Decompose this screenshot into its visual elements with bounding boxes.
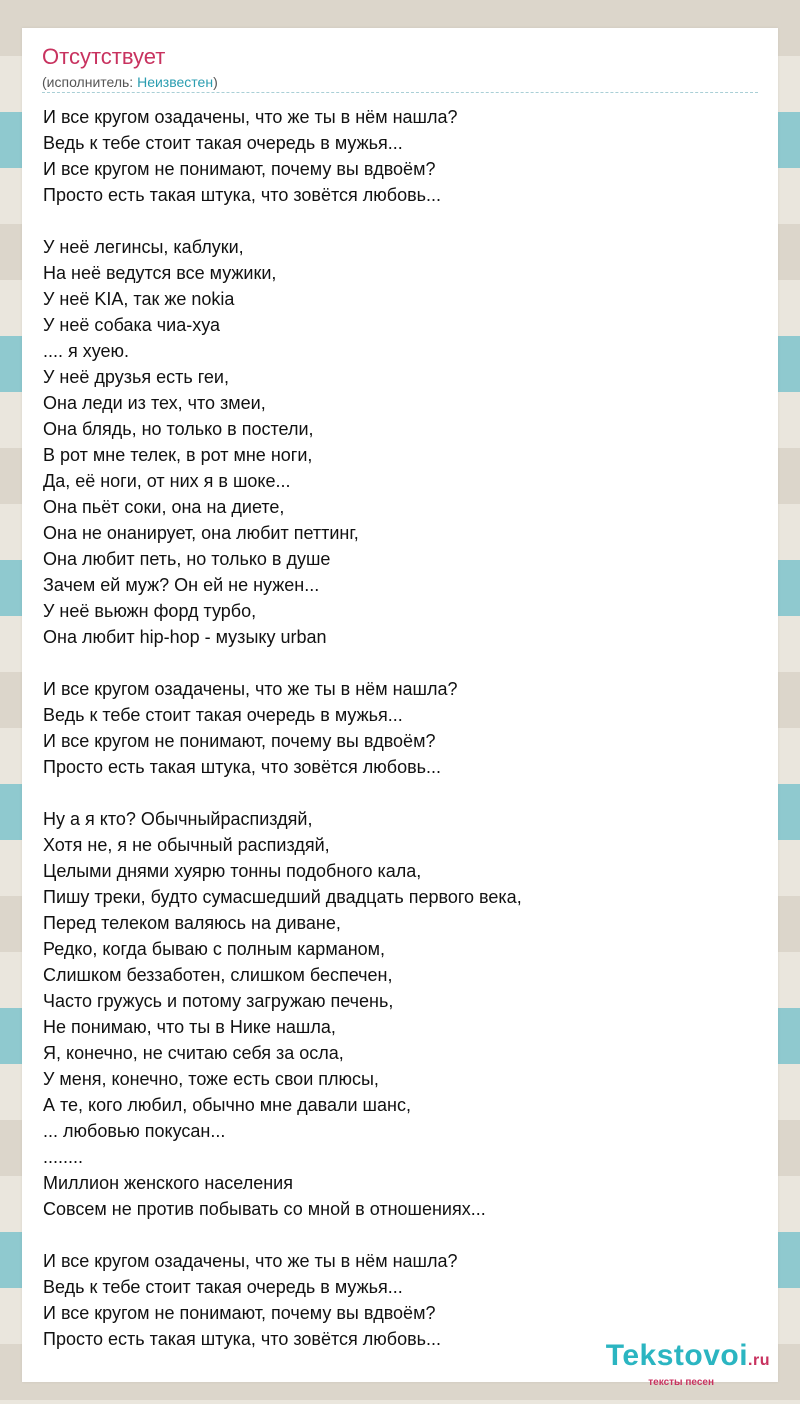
logo-tagline: тексты песен (648, 1377, 714, 1388)
lyric-line: У неё собака чиа-хуа (43, 315, 221, 335)
lyric-line: У неё вьюжн форд турбо, (43, 601, 257, 621)
artist-line (42, 73, 218, 91)
artist-link[interactable]: Неизвестен (137, 74, 214, 90)
lyric-line: А те, кого любил, обычно мне давали шанс, (43, 1095, 411, 1115)
lyric-line: Да, её ноги, от них я в шоке... (43, 471, 291, 491)
lyric-line: У неё друзья есть геи, (43, 367, 229, 387)
logo-tld: .ru (748, 1352, 770, 1369)
lyric-line: Зачем ей муж? Он ей не нужен... (43, 575, 320, 595)
lyric-line: Хотя не, я не обычный распиздяй, (43, 835, 330, 855)
lyric-line: И все кругом озадачены, что же ты в нём нашла? (43, 679, 458, 699)
lyric-line: Просто есть такая штука, что зовётся любовь... (43, 1329, 442, 1349)
lyric-line: Ведь к тебе стоит такая очередь в мужья... (43, 133, 403, 153)
lyric-line: Целыми днями хуярю тонны подобного кала, (43, 861, 422, 881)
lyric-line (43, 1222, 522, 1248)
lyric-line: Часто гружусь и потому загружаю печень, (43, 991, 394, 1011)
lyric-line: Она не онанирует, она любит петтинг, (43, 523, 359, 543)
lyric-line: Не понимаю, что ты в Нике нашла, (43, 1017, 336, 1037)
lyric-line: В рот мне телек, в рот мне ноги, (43, 445, 313, 465)
site-logo[interactable] (606, 1340, 770, 1389)
lyric-line (43, 208, 522, 234)
lyrics-card (22, 28, 778, 1382)
lyric-line: И все кругом озадачены, что же ты в нём нашла? (43, 107, 458, 127)
lyric-line: Совсем не против побывать со мной в отношениях... (43, 1199, 486, 1219)
lyric-line (43, 650, 522, 676)
lyric-line: Пишу треки, будто сумасшедший двадцать первого века, (43, 887, 522, 907)
lyric-line: И все кругом не понимают, почему вы вдвоём? (43, 731, 436, 751)
lyric-line: Редко, когда бываю с полным карманом, (43, 939, 386, 959)
lyric-line: Просто есть такая штука, что зовётся любовь... (43, 757, 442, 777)
lyric-line (43, 780, 522, 806)
lyric-line: Ведь к тебе стоит такая очередь в мужья... (43, 1277, 403, 1297)
lyrics-text (43, 104, 522, 1352)
lyric-line: Она любит петь, но только в душе (43, 549, 331, 569)
lyric-line: И все кругом не понимают, почему вы вдвоём? (43, 1303, 436, 1323)
header-divider (42, 92, 758, 93)
lyric-line: У меня, конечно, тоже есть свои плюсы, (43, 1069, 379, 1089)
lyric-line: .... я хуею. (43, 341, 130, 361)
lyric-line: Она пьёт соки, она на диете, (43, 497, 285, 517)
lyric-line: Миллион женского населения (43, 1173, 293, 1193)
lyric-line: Она леди из тех, что змеи, (43, 393, 266, 413)
artist-prefix: (исполнитель: (42, 74, 138, 90)
artist-suffix: ) (213, 74, 218, 90)
lyric-line: У неё KIA, так же nokia (43, 289, 235, 309)
lyric-line: И все кругом не понимают, почему вы вдвоём? (43, 159, 436, 179)
lyric-line: Ну а я кто? Обычныйраспиздяй, (43, 809, 313, 829)
lyric-line: ... любовью покусан... (43, 1121, 226, 1141)
lyric-line: Ведь к тебе стоит такая очередь в мужья... (43, 705, 403, 725)
lyric-line: И все кругом озадачены, что же ты в нём нашла? (43, 1251, 458, 1271)
lyric-line: Она любит hip-hop - музыку urban (43, 627, 327, 647)
lyric-line: На неё ведутся все мужики, (43, 263, 277, 283)
song-title: Отсутствует (42, 44, 166, 69)
logo-name: Tekstovoi (605, 1339, 749, 1372)
lyric-line: ........ (43, 1147, 84, 1167)
lyric-line: Перед телеком валяюсь на диване, (43, 913, 341, 933)
lyric-line: У неё легинсы, каблуки, (43, 237, 244, 257)
lyric-line: Я, конечно, не считаю себя за осла, (43, 1043, 344, 1063)
lyric-line: Она блядь, но только в постели, (43, 419, 314, 439)
lyric-line: Слишком беззаботен, слишком беспечен, (43, 965, 393, 985)
lyric-line: Просто есть такая штука, что зовётся любовь... (43, 185, 442, 205)
